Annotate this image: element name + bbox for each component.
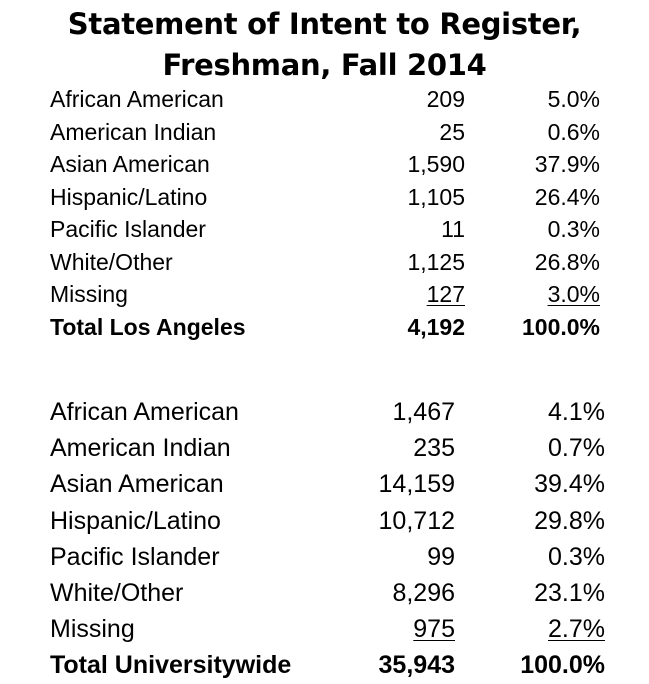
- title-line-2: Freshman, Fall 2014: [162, 48, 487, 82]
- total-count: 35,943: [378, 651, 455, 680]
- row-label: African American: [50, 86, 224, 112]
- row-count: 1,125: [407, 248, 465, 275]
- row-label: White/Other: [50, 248, 173, 275]
- row-pct: 26.8%: [534, 248, 600, 275]
- row-count: 25: [439, 118, 465, 145]
- row-count: 99: [427, 542, 455, 571]
- row-pct: 5.0%: [547, 86, 600, 112]
- row-count: 10,712: [378, 506, 455, 535]
- row-count: 1,467: [392, 398, 455, 426]
- row-pct: 39.4%: [534, 470, 605, 499]
- row-label: Pacific Islander: [50, 216, 206, 242]
- row-label: American Indian: [50, 434, 231, 463]
- row-pct: 23.1%: [534, 578, 605, 607]
- total-label: Total Universitywide: [50, 651, 292, 680]
- row-pct: 3.0%: [547, 281, 600, 307]
- row-count: 11: [441, 216, 465, 242]
- row-pct: 2.7%: [548, 615, 605, 644]
- row-label: Hispanic/Latino: [50, 506, 221, 535]
- row-count: 127: [426, 281, 465, 307]
- row-count: 209: [426, 86, 465, 112]
- row-pct: 0.3%: [548, 542, 605, 571]
- row-pct: 29.8%: [534, 506, 605, 535]
- row-count: 975: [413, 615, 455, 644]
- row-pct: 0.6%: [547, 118, 600, 145]
- row-pct: 0.7%: [548, 434, 605, 463]
- row-count: 8,296: [392, 578, 455, 607]
- row-label: Asian American: [50, 470, 224, 499]
- row-label: Missing: [50, 281, 128, 307]
- row-pct: 0.3%: [547, 216, 600, 242]
- title-line-1: Statement of Intent to Register,: [67, 7, 582, 41]
- total-pct: 100.0%: [521, 313, 600, 340]
- row-pct: 4.1%: [548, 398, 605, 426]
- total-label: Total Los Angeles: [50, 313, 246, 340]
- row-count: 235: [413, 434, 455, 463]
- row-count: 1,105: [407, 183, 465, 210]
- row-count: 14,159: [378, 470, 455, 499]
- total-count: 4,192: [407, 313, 465, 340]
- chart-title: [0, 4, 649, 86]
- row-pct: 37.9%: [534, 151, 600, 177]
- row-label: Hispanic/Latino: [50, 183, 208, 210]
- row-label: White/Other: [50, 578, 184, 607]
- row-label: African American: [50, 398, 239, 426]
- row-pct: 26.4%: [534, 183, 600, 210]
- row-label: Asian American: [50, 151, 210, 177]
- row-count: 1,590: [407, 151, 465, 177]
- total-pct: 100.0%: [520, 651, 605, 680]
- row-label: Missing: [50, 615, 135, 644]
- row-label: American Indian: [50, 118, 217, 145]
- row-label: Pacific Islander: [50, 542, 220, 571]
